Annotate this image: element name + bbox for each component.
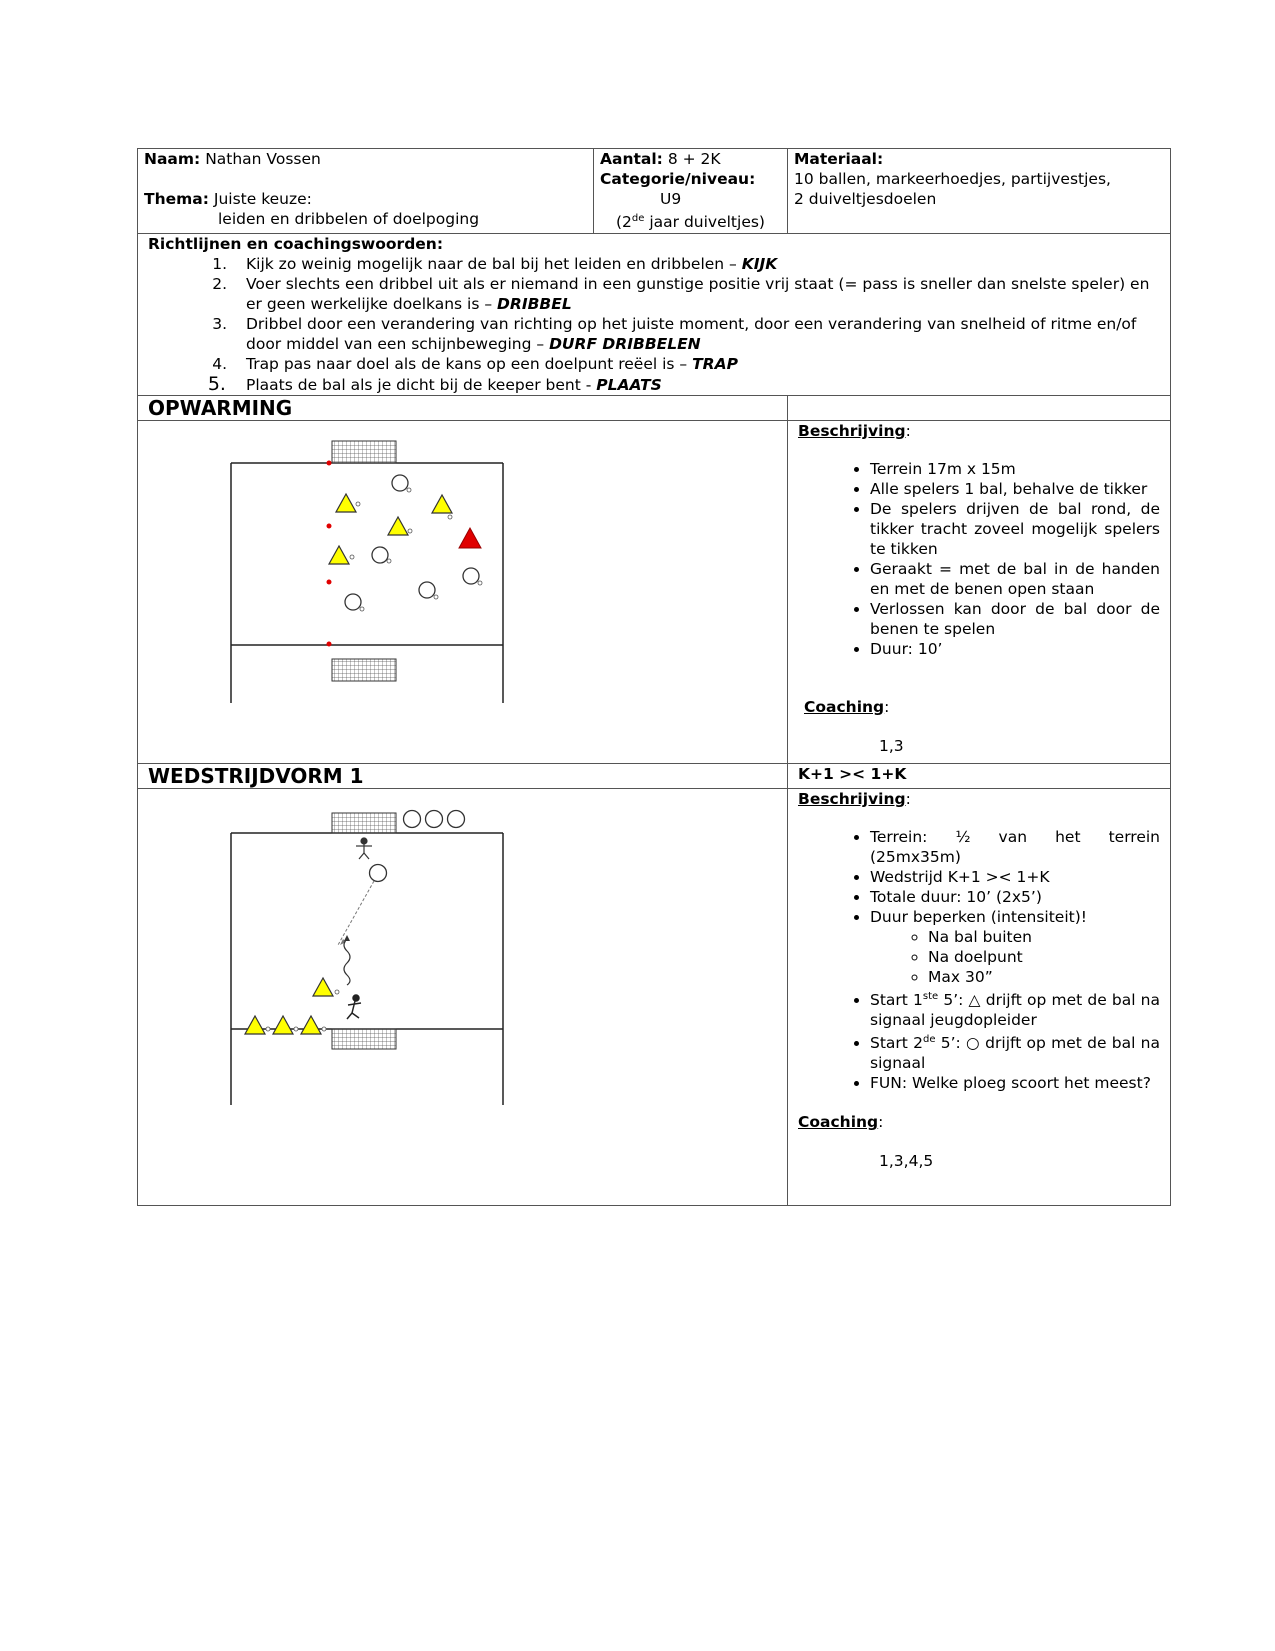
warmup-row — [138, 421, 1171, 764]
warmup-desc-item: • Alle spelers 1 bal, behalve de tikker — [870, 479, 1160, 499]
bottom-goal-icon — [332, 659, 396, 681]
materiaal-cell — [788, 149, 1171, 234]
warmup-coaching-value: 1,3 — [879, 737, 904, 755]
guideline-item: 5. Plaats de bal als je dicht bij de keeper bent - PLAATS — [232, 374, 1164, 395]
warmup-desc-item: • Terrein 17m x 15m — [870, 459, 1160, 479]
match1-fun: • FUN: Welke ploeg scoort het meest? — [870, 1073, 1160, 1093]
match1-format: K+1 >< 1+K — [798, 765, 907, 783]
waiting-triangle-icons — [245, 1016, 321, 1034]
match1-coaching-value: 1,3,4,5 — [879, 1152, 934, 1171]
ball-icons — [350, 488, 482, 611]
jaar-text: (2de jaar duiveltjes) — [616, 213, 765, 232]
materiaal-line-2: 2 duiveltjesdoelen — [794, 190, 937, 208]
warmup-desc-list — [798, 459, 1160, 659]
thema-label: Thema: — [144, 190, 209, 208]
tagger-cone-icon — [459, 528, 481, 548]
match1-desc-list — [798, 827, 1160, 1093]
dribble-path — [344, 939, 350, 985]
match1-sub-item: ◦ Na bal buiten — [928, 927, 1160, 947]
naam-thema-cell — [138, 149, 594, 234]
match1-start2: • Start 2de 5’: ○ drijft op met de bal na signaal — [870, 1030, 1160, 1073]
player-circle-icons — [345, 475, 479, 610]
match1-row — [138, 789, 1171, 1206]
match1-start1: • Start 1ste 5’: △ drijft op met de bal na signaal jeugdopleider — [870, 987, 1160, 1030]
top-goal-icon — [332, 441, 396, 463]
warmup-title-cell — [138, 396, 788, 421]
guidelines-list — [148, 254, 1164, 395]
warmup-desc-item: • De spelers drijven de bal rond, de tikker tracht zoveel mogelijk spelers te tikken — [870, 499, 1160, 559]
marker-dots — [327, 461, 332, 647]
triangle-attacker-icon — [313, 978, 333, 996]
warmup-desc-item: • Geraakt = met de bal in de handen en met de benen open staan — [870, 559, 1160, 599]
yellow-cone-icons — [329, 494, 452, 564]
guidelines-cell — [138, 234, 1171, 396]
categorie-label: Categorie/niveau: — [600, 170, 756, 188]
match1-title-cell — [138, 764, 788, 789]
warmup-desc-item: • Verlossen kan door de bal door de benen te spelen — [870, 599, 1160, 639]
match1-sub-item: ◦ Na doelpunt — [928, 947, 1160, 967]
waiting-player-icons — [404, 811, 465, 828]
match1-desc-item: • Duur beperken (intensiteit)! ◦ Na bal buiten ◦ Na doelpunt ◦ Max 30” — [870, 907, 1160, 987]
keeper-top-icon — [356, 838, 372, 859]
naam-value: Nathan Vossen — [205, 150, 321, 168]
warmup-desc-cell: Beschrijving: • Terrein 17m x 15m • Alle spelers 1 bal, behalve de tikker • De spelers drijven de bal rond, de tikker tracht zoveel mogelijk spelers te tikken • Geraakt = met de bal in de handen en met de benen open staan • Verlossen kan door de bal door de benen te spelen • Duur: 10’ Coaching: 1,3 — [788, 421, 1171, 764]
exercise-sheet — [137, 148, 1170, 1206]
warmup-field-diagram — [138, 421, 600, 763]
warmup-title-row — [138, 396, 1171, 421]
bottom-goal-icon — [332, 1029, 396, 1049]
guideline-item: 1. Kijk zo weinig mogelijk naar de bal bij het leiden en dribbelen – KIJK — [232, 254, 1164, 274]
warmup-title-right — [788, 396, 1171, 421]
dribble-arrowhead — [344, 935, 350, 941]
match1-coaching-label: Coaching — [798, 1113, 879, 1132]
aantal-label: Aantal: — [600, 150, 663, 168]
header-row — [138, 149, 1171, 234]
materiaal-label: Materiaal: — [794, 150, 884, 168]
match1-title: WEDSTRIJDVORM 1 — [148, 764, 364, 788]
warmup-coaching-label: Coaching — [804, 698, 885, 716]
pass-arrow — [338, 881, 374, 945]
thema-value: Juiste keuze: — [213, 190, 312, 208]
materiaal-line-1: 10 ballen, markeerhoedjes, partijvestjes, — [794, 170, 1111, 188]
match1-title-right — [788, 764, 1171, 789]
guideline-item: 2. Voer slechts een dribbel uit als er niemand in een gunstige positie vrij staat (= pass is sneller dan snelste speler) en er geen werkelijke doelkans is – DRIBBEL — [232, 274, 1164, 314]
match1-desc-item: • Wedstrijd K+1 >< 1+K — [870, 867, 1160, 887]
match1-field-diagram — [138, 789, 600, 1205]
match1-title-row — [138, 764, 1171, 789]
exercise-table — [137, 148, 1171, 1206]
guideline-item: 4. Trap pas naar doel als de kans op een doelpunt reëel is – TRAP — [232, 354, 1164, 374]
naam-label: Naam: — [144, 150, 201, 168]
warmup-title: OPWARMING — [148, 396, 293, 420]
warmup-desc-item: • Duur: 10’ — [870, 639, 1160, 659]
match1-desc-item: • Totale duur: 10’ (2x5’) — [870, 887, 1160, 907]
attacker-circle-icon — [370, 865, 387, 882]
match1-desc-cell: Beschrijving: • Terrein: ½ van het terrein (25mx35m) • Wedstrijd K+1 >< 1+K • Totale duur: 10’ (2x5’) • Duur beperken (intensiteit)! ◦ Na bal buiten ◦ Na doelpunt ◦ Max 30” • Start 1ste 5’: △ drijft op met de bal na signaal jeugdopleider • Start 2de 5’: ○ drijft op met de bal na signaal • FUN: Welke ploeg scoort het meest? Coaching: 1,3,4,5 — [788, 789, 1171, 1206]
match1-sub-list — [870, 927, 1160, 987]
field-lines — [231, 833, 503, 1105]
keeper-bottom-icon — [347, 995, 361, 1019]
guidelines-row — [138, 234, 1171, 396]
match1-diagram-cell — [138, 789, 788, 1206]
guideline-item: 3. Dribbel door een verandering van richting op het juiste moment, door een verandering van snelheid of ritme en/of door middel van een schijnbeweging – DURF DRIBBELEN — [232, 314, 1164, 354]
ball-icon — [335, 990, 339, 994]
match1-desc-label: Beschrijving — [798, 790, 906, 808]
thema-value-line-2: leiden en dribbelen of doelpoging — [218, 210, 480, 228]
warmup-diagram-cell — [138, 421, 788, 764]
aantal-cell — [594, 149, 788, 234]
match1-desc-item: • Terrein: ½ van het terrein (25mx35m) — [870, 827, 1160, 867]
top-goal-icon — [332, 813, 396, 833]
warmup-desc-label: Beschrijving — [798, 422, 906, 440]
categorie-value: U9 — [660, 190, 682, 208]
match1-sub-item: ◦ Max 30” — [928, 967, 1160, 987]
aantal-value: 8 + 2K — [667, 150, 721, 168]
guidelines-title: Richtlijnen en coachingswoorden: — [148, 235, 444, 253]
